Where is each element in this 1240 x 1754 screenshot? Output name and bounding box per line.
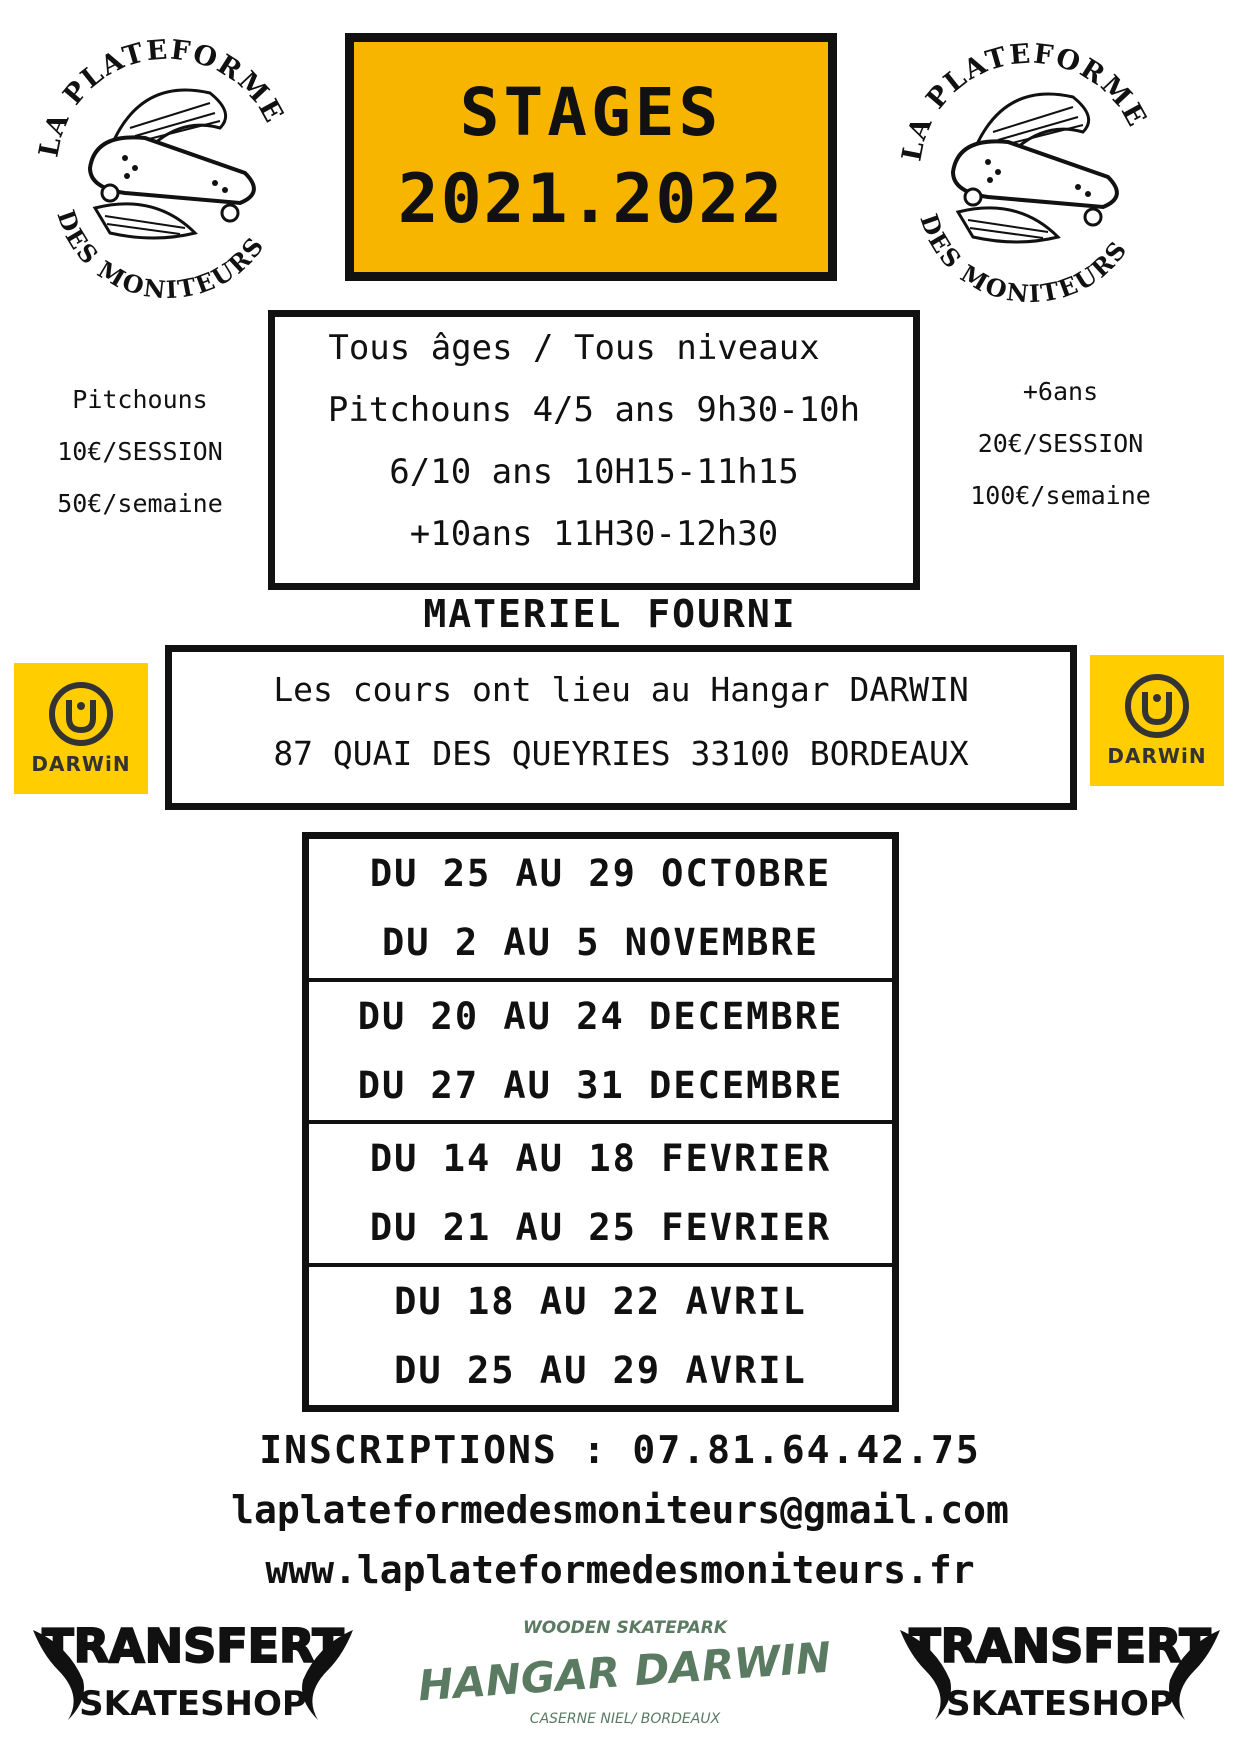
logo-bottom-text: DES MONITEURS (51, 206, 271, 303)
date-row: DU 18 AU 22 AVRIL (394, 1279, 807, 1323)
darwin-u-icon (1125, 674, 1189, 738)
date-row: DU 25 AU 29 OCTOBRE (369, 852, 832, 896)
date-row: DU 14 AU 18 FEVRIER (369, 1137, 832, 1181)
plateforme-logo-right (898, 22, 1158, 307)
hangar-top: WOODEN SKATEPARK (523, 1618, 727, 1638)
hangar-darwin-logo (416, 1608, 833, 1738)
venue-box (165, 645, 1077, 810)
transfert-line1: TRANSFERT (42, 1619, 344, 1673)
transfert-logo-left-svg (28, 1600, 358, 1750)
schedule-box (268, 310, 920, 590)
date-group-april (309, 1267, 892, 1406)
plateforme-logo-left-svg (35, 18, 295, 303)
logo-top-text: LA PLATEFORME (898, 38, 1153, 164)
prices-left-week: 50€/semaine (57, 489, 223, 518)
venue-line1: Les cours ont lieu au Hangar DARWIN (273, 670, 969, 709)
hangar-darwin-logo-svg (416, 1608, 833, 1738)
date-group-october (309, 839, 892, 982)
date-row: DU 25 AU 29 AVRIL (394, 1348, 807, 1392)
date-group-december (309, 982, 892, 1125)
transfert-line1: TRANSFERT (909, 1619, 1211, 1673)
dates-table (302, 832, 899, 1412)
darwin-u-icon (49, 682, 113, 746)
skateboard-wings-icon (90, 90, 254, 238)
prices-right-week: 100€/semaine (970, 481, 1151, 510)
darwin-logo-text: DARWiN (1107, 743, 1207, 768)
darwin-logo-left (14, 663, 148, 794)
schedule-line2: Pitchouns 4/5 ans 9h30-10h (327, 390, 861, 430)
prices-right-label: +6ans (1022, 377, 1099, 406)
transfert-line2: SKATESHOP (946, 1684, 1174, 1724)
venue-line2: 87 QUAI DES QUEYRIES 33100 BORDEAUX (273, 734, 969, 773)
contact-email[interactable]: laplateformedesmoniteurs@gmail.com (231, 1488, 1009, 1532)
schedule-line4: +10ans 11H30-12h30 (409, 514, 779, 554)
hangar-main: HANGAR DARWIN (416, 1632, 833, 1711)
date-row: DU 27 AU 31 DECEMBRE (357, 1063, 844, 1107)
plateforme-logo-left (35, 18, 295, 303)
prices-left (30, 374, 250, 530)
transfert-logo-right-svg (895, 1600, 1225, 1750)
darwin-logo-text: DARWiN (31, 751, 131, 776)
contact-website[interactable]: www.laplateformedesmoniteurs.fr (265, 1548, 975, 1592)
prices-left-session: 10€/SESSION (57, 437, 223, 466)
logo-bottom-text: DES MONITEURS (914, 210, 1134, 307)
transfert-line2: SKATESHOP (79, 1684, 307, 1724)
prices-right-session: 20€/SESSION (977, 429, 1144, 458)
logo-top-text: LA PLATEFORME (35, 34, 290, 160)
darwin-logo-right (1090, 655, 1224, 786)
date-row: DU 21 AU 25 FEVRIER (369, 1206, 832, 1250)
title-box (345, 33, 837, 281)
prices-left-label: Pitchouns (72, 385, 208, 414)
materiel-fourni: MATERIEL FOURNI (423, 592, 797, 636)
hangar-bottom: CASERNE NIEL/ BORDEAUX (529, 1711, 721, 1727)
schedule-line1: Tous âges / Tous niveaux (328, 328, 820, 368)
date-row: DU 2 AU 5 NOVEMBRE (382, 921, 819, 965)
inscriptions-phone: INSCRIPTIONS : 07.81.64.42.75 (259, 1428, 981, 1472)
prices-right (948, 366, 1173, 522)
title-line1: STAGES (459, 73, 723, 151)
skateboard-wings-icon (953, 94, 1117, 242)
date-row: DU 20 AU 24 DECEMBRE (357, 994, 844, 1038)
transfert-logo-left (28, 1600, 358, 1750)
plateforme-logo-right-svg (898, 22, 1158, 307)
title-line2: 2021.2022 (397, 159, 785, 239)
transfert-logo-right (895, 1600, 1225, 1750)
date-group-february (309, 1124, 892, 1267)
schedule-line3: 6/10 ans 10H15-11h15 (389, 452, 799, 492)
